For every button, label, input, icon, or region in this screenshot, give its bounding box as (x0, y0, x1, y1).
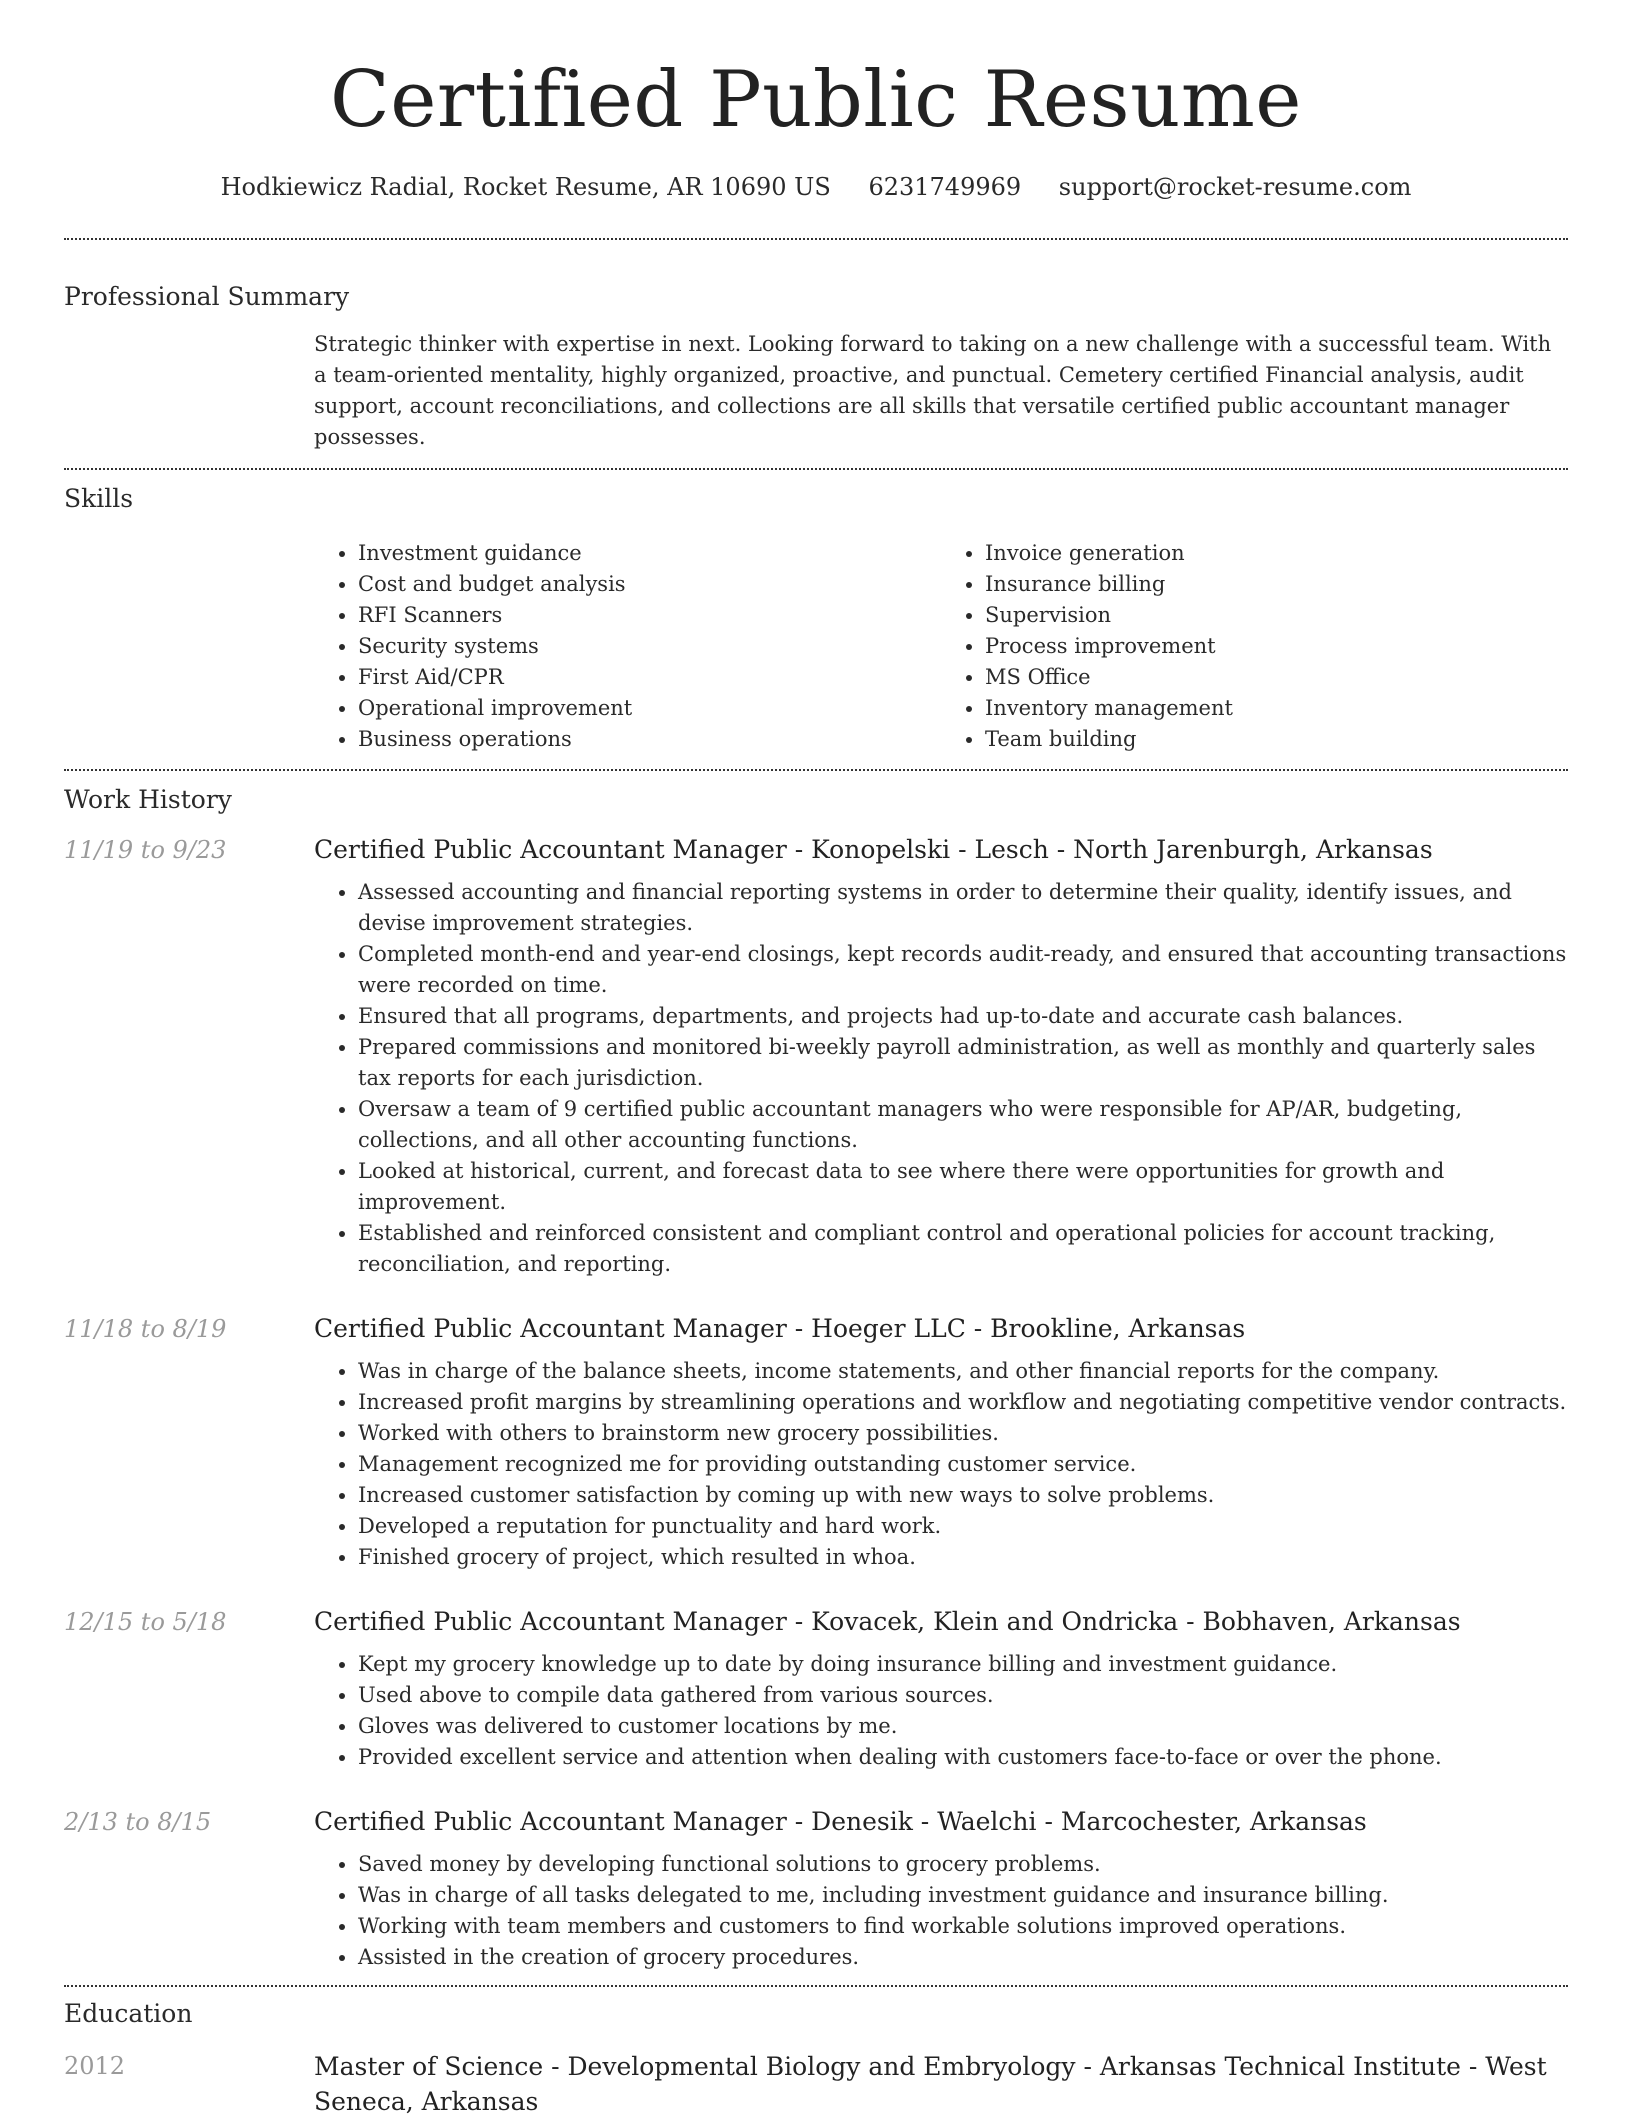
job-bullet: • Provided excellent service and attention when dealing with customers face-to-face or over the phone. (358, 1742, 1568, 1773)
job-bullets (314, 877, 1568, 1280)
skill-item: • Business operations (358, 724, 941, 755)
skill-item: • Security systems (358, 631, 941, 662)
job-entry (64, 1605, 1568, 1773)
job-bullet: • Was in charge of all tasks delegated to me, including investment guidance and insurance billing. (358, 1880, 1568, 1911)
skills-list-left (314, 538, 941, 755)
job-bullet: • Assessed accounting and financial reporting systems in order to determine their quality, identify issues, and devise improvement strategies. (358, 877, 1568, 939)
job-bullet: • Used above to compile data gathered from various sources. (358, 1680, 1568, 1711)
skill-item: • Invoice generation (985, 538, 1568, 569)
job-bullets (314, 1849, 1568, 1973)
job-bullet: • Completed month-end and year-end closings, kept records audit-ready, and ensured that accounting transactions were recorded on time. (358, 939, 1568, 1001)
job-body (314, 833, 1568, 1280)
job-entry (64, 1312, 1568, 1573)
skill-item: • Supervision (985, 600, 1568, 631)
job-bullet: • Was in charge of the balance sheets, income statements, and other financial reports for the company. (358, 1356, 1568, 1387)
job-bullet: • Looked at historical, current, and forecast data to see where there were opportunities for growth and improvement. (358, 1156, 1568, 1218)
job-entry (64, 1805, 1568, 1985)
job-date: 11/19 to 9/23 (64, 836, 227, 864)
education-text: Master of Science - Developmental Biology and Embryology - Arkansas Technical Institute - West Seneca, Arkansas (314, 2052, 1547, 2116)
summary-section (64, 280, 1568, 453)
contact-line (64, 170, 1568, 204)
skill-item: • MS Office (985, 662, 1568, 693)
job-bullet: • Assisted in the creation of grocery procedures. (358, 1942, 1568, 1973)
contact-address: Hodkiewicz Radial, Rocket Resume, AR 10690 US (220, 173, 831, 201)
summary-text: Strategic thinker with expertise in next. Looking forward to taking on a new challenge with a successful team. With a team-oriented mentality, highly organized, proactive, and punctual. Cemetery certified Financial analysis, audit support, account reconciliations, and collections are all skills that versatile certified public accountant manager possesses. (314, 332, 1552, 449)
job-body (314, 1312, 1568, 1573)
skill-item: • Team building (985, 724, 1568, 755)
job-body (314, 1805, 1568, 1985)
skill-item: • Operational improvement (358, 693, 941, 724)
job-heading: Certified Public Accountant Manager - Kovacek, Klein and Ondricka - Bobhaven, Arkansas (314, 1607, 1461, 1636)
contact-phone: 6231749969 (868, 173, 1022, 201)
job-bullet: • Prepared commissions and monitored bi-weekly payroll administration, as well as monthly and quarterly sales tax reports for each jurisdiction. (358, 1032, 1568, 1094)
job-bullets (314, 1356, 1568, 1573)
skills-divider (64, 769, 1568, 771)
job-heading: Certified Public Accountant Manager - Konopelski - Lesch - North Jarenburgh, Arkansas (314, 835, 1433, 864)
skill-item: • Investment guidance (358, 538, 941, 569)
job-date: 2/13 to 8/15 (64, 1808, 212, 1836)
skill-item: • RFI Scanners (358, 600, 941, 631)
job-bullet: • Kept my grocery knowledge up to date by doing insurance billing and investment guidance. (358, 1649, 1568, 1680)
summary-divider (64, 468, 1568, 470)
education-section (64, 1997, 1568, 2119)
skill-item: • Process improvement (985, 631, 1568, 662)
work-history-section (64, 783, 1568, 1985)
job-bullet: • Saved money by developing functional solutions to grocery problems. (358, 1849, 1568, 1880)
education-entry (64, 2049, 1568, 2119)
summary-heading: Professional Summary (64, 282, 350, 311)
skills-section (64, 482, 1568, 755)
job-bullet: • Working with team members and customers to find workable solutions improved operations. (358, 1911, 1568, 1942)
job-date: 12/15 to 5/18 (64, 1608, 227, 1636)
job-body (314, 1605, 1568, 1773)
skills-list-right (941, 538, 1568, 755)
work-history-heading: Work History (64, 785, 232, 814)
skills-grid (314, 538, 1568, 755)
contact-email: support@rocket-resume.com (1058, 173, 1412, 201)
skill-item: • Cost and budget analysis (358, 569, 941, 600)
job-bullet: • Developed a reputation for punctuality and hard work. (358, 1511, 1568, 1542)
job-bullet: • Ensured that all programs, departments, and projects had up-to-date and accurate cash balances. (358, 1001, 1568, 1032)
job-bullet: • Worked with others to brainstorm new grocery possibilities. (358, 1418, 1568, 1449)
job-entry (64, 833, 1568, 1280)
education-date: 2012 (64, 2052, 126, 2080)
skill-item: • Inventory management (985, 693, 1568, 724)
skill-item: • Insurance billing (985, 569, 1568, 600)
job-heading: Certified Public Accountant Manager - Denesik - Waelchi - Marcochester, Arkansas (314, 1807, 1367, 1836)
job-bullet: • Oversaw a team of 9 certified public accountant managers who were responsible for AP/AR, budgeting, collections, and all other accounting functions. (358, 1094, 1568, 1156)
job-heading: Certified Public Accountant Manager - Hoeger LLC - Brookline, Arkansas (314, 1314, 1246, 1343)
job-bullet: • Increased profit margins by streamlining operations and workflow and negotiating competitive vendor contracts. (358, 1387, 1568, 1418)
job-bullets (314, 1649, 1568, 1773)
job-bullet: • Management recognized me for providing outstanding customer service. (358, 1449, 1568, 1480)
job-bullet: • Finished grocery of project, which resulted in whoa. (358, 1542, 1568, 1573)
education-heading: Education (64, 1999, 193, 2028)
job-bullet: • Established and reinforced consistent and compliant control and operational policies for account tracking, reconciliation, and reporting. (358, 1218, 1568, 1280)
skill-item: • First Aid/CPR (358, 662, 941, 693)
job-bullet: • Gloves was delivered to customer locations by me. (358, 1711, 1568, 1742)
skills-heading: Skills (64, 484, 134, 513)
work-history-divider (64, 1985, 1568, 1987)
job-bullet: • Increased customer satisfaction by coming up with new ways to solve problems. (358, 1480, 1568, 1511)
header-divider (64, 238, 1568, 240)
job-date: 11/18 to 8/19 (64, 1315, 227, 1343)
resume-title: Certified Public Resume (330, 55, 1302, 145)
